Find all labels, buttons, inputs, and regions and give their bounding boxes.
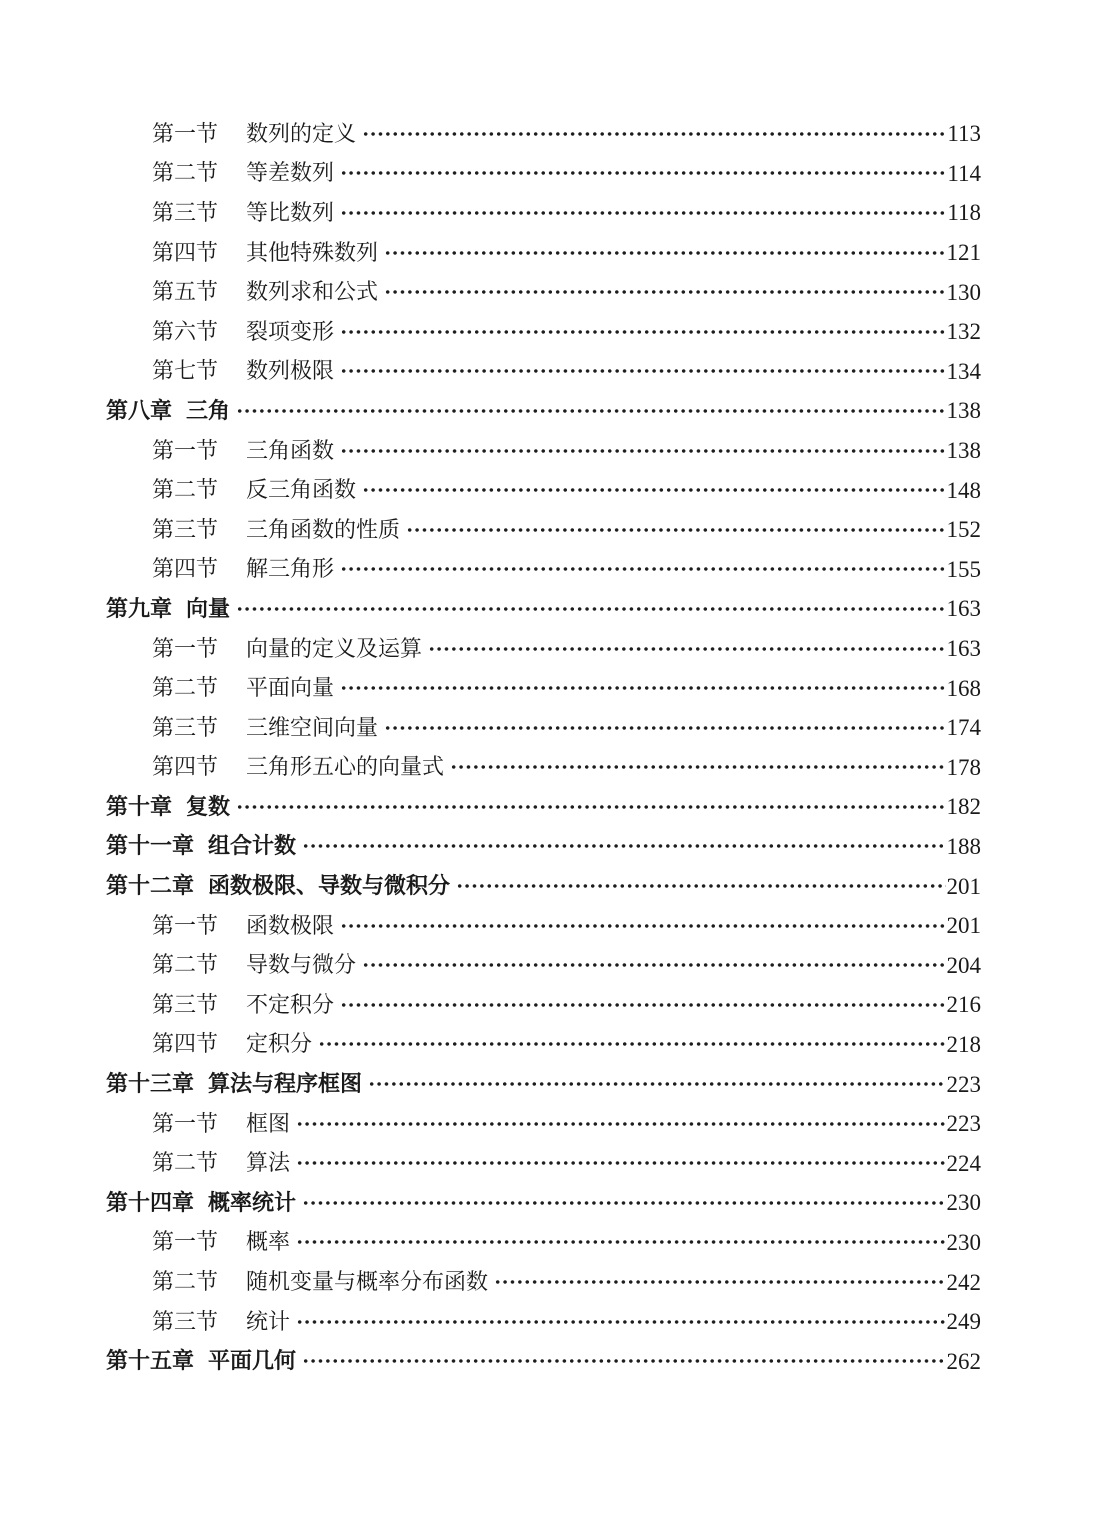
entry-label: 第三节 xyxy=(152,1308,219,1334)
entry-label: 第二节 xyxy=(152,952,219,978)
entry-page-number: 242 xyxy=(946,1269,981,1295)
entry-label: 第十一章 xyxy=(106,833,195,859)
dot-leader xyxy=(294,1223,945,1263)
dot-leader xyxy=(338,985,945,1025)
entry-label: 第五节 xyxy=(152,279,219,305)
entry-label: 第九章 xyxy=(106,595,173,621)
dot-leader xyxy=(234,787,945,827)
entry-title: 算法 xyxy=(246,1150,291,1176)
entry-page-number: 163 xyxy=(946,636,981,662)
entry-page-number: 130 xyxy=(946,279,981,305)
dot-leader xyxy=(300,1183,945,1223)
toc-entry-section xyxy=(106,1143,981,1183)
entry-page-number: 174 xyxy=(946,715,981,741)
entry-label: 第一节 xyxy=(152,1229,219,1255)
entry-page-number: 230 xyxy=(946,1229,981,1255)
dot-leader xyxy=(366,1064,945,1104)
entry-title: 裂项变形 xyxy=(246,318,335,344)
dot-leader xyxy=(404,510,945,550)
entry-page-number: 230 xyxy=(946,1190,981,1216)
entry-label: 第二节 xyxy=(152,1269,219,1295)
entry-label: 第四节 xyxy=(152,239,219,265)
dot-leader xyxy=(338,431,945,471)
toc-entry-chapter xyxy=(106,1183,981,1223)
dot-leader xyxy=(300,827,945,867)
entry-page-number: 188 xyxy=(946,833,981,859)
toc-entry-section xyxy=(106,1223,981,1263)
entry-page-number: 201 xyxy=(946,913,981,939)
entry-page-number: 132 xyxy=(946,319,981,345)
entry-label: 第三节 xyxy=(152,714,219,740)
toc-entry-section xyxy=(106,1025,981,1065)
entry-page-number: 223 xyxy=(946,1111,981,1137)
entry-label: 第二节 xyxy=(152,1150,219,1176)
entry-page-number: 113 xyxy=(947,121,981,147)
entry-title: 概率 xyxy=(246,1229,291,1255)
dot-leader xyxy=(382,233,945,273)
dot-leader xyxy=(426,629,945,669)
dot-leader xyxy=(234,589,945,629)
entry-label: 第十四章 xyxy=(106,1189,195,1215)
entry-page-number: 223 xyxy=(946,1071,981,1097)
entry-title: 三角形五心的向量式 xyxy=(246,754,445,780)
entry-page-number: 201 xyxy=(946,873,981,899)
toc-entry-section xyxy=(106,431,981,471)
entry-title: 平面向量 xyxy=(246,675,335,701)
entry-page-number: 134 xyxy=(946,358,981,384)
entry-title: 函数极限、导数与微积分 xyxy=(208,873,451,899)
toc-entry-section xyxy=(106,668,981,708)
entry-title: 组合计数 xyxy=(208,833,297,859)
toc-entry-section xyxy=(106,1302,981,1342)
entry-title: 定积分 xyxy=(246,1031,313,1057)
dot-leader xyxy=(338,668,945,708)
toc-entry-section xyxy=(106,906,981,946)
dot-leader xyxy=(382,708,945,748)
dot-leader xyxy=(338,906,945,946)
entry-title: 三角函数的性质 xyxy=(246,516,401,542)
entry-label: 第二节 xyxy=(152,160,219,186)
toc-entry-chapter xyxy=(106,866,981,906)
toc-entry-section xyxy=(106,114,981,154)
dot-leader xyxy=(316,1025,945,1065)
entry-title: 三维空间向量 xyxy=(246,714,379,740)
toc-entry-chapter xyxy=(106,1064,981,1104)
entry-page-number: 168 xyxy=(946,675,981,701)
dot-leader xyxy=(338,352,945,392)
toc-entry-section xyxy=(106,233,981,273)
entry-page-number: 224 xyxy=(946,1150,981,1176)
toc-entry-section xyxy=(106,1262,981,1302)
dot-leader xyxy=(234,391,945,431)
entry-title: 函数极限 xyxy=(246,912,335,938)
entry-title: 数列求和公式 xyxy=(246,279,379,305)
entry-title: 数列极限 xyxy=(246,358,335,384)
entry-label: 第十章 xyxy=(106,793,173,819)
entry-label: 第六节 xyxy=(152,318,219,344)
entry-title: 三角函数 xyxy=(246,437,335,463)
toc-entry-section xyxy=(106,985,981,1025)
entry-label: 第一节 xyxy=(152,912,219,938)
entry-page-number: 114 xyxy=(947,160,981,186)
entry-title: 反三角函数 xyxy=(246,477,357,503)
entry-label: 第三节 xyxy=(152,199,219,225)
dot-leader xyxy=(300,1341,945,1381)
entry-page-number: 148 xyxy=(946,477,981,503)
entry-title: 解三角形 xyxy=(246,556,335,582)
entry-page-number: 218 xyxy=(946,1031,981,1057)
entry-page-number: 138 xyxy=(946,398,981,424)
entry-label: 第十二章 xyxy=(106,873,195,899)
toc-entry-section xyxy=(106,510,981,550)
entry-label: 第四节 xyxy=(152,556,219,582)
toc-entry-section xyxy=(106,945,981,985)
dot-leader xyxy=(360,470,945,510)
entry-page-number: 204 xyxy=(946,952,981,978)
entry-page-number: 262 xyxy=(946,1348,981,1374)
entry-page-number: 155 xyxy=(946,556,981,582)
dot-leader xyxy=(294,1302,945,1342)
entry-title: 算法与程序框图 xyxy=(208,1071,363,1097)
toc-entry-section xyxy=(106,629,981,669)
toc-entry-section xyxy=(106,550,981,590)
toc-entry-section xyxy=(106,708,981,748)
toc-entry-chapter xyxy=(106,787,981,827)
dot-leader xyxy=(338,312,945,352)
entry-label: 第十三章 xyxy=(106,1071,195,1097)
entry-title: 数列的定义 xyxy=(246,120,357,146)
entry-page-number: 178 xyxy=(946,754,981,780)
entry-label: 第二节 xyxy=(152,675,219,701)
entry-page-number: 182 xyxy=(946,794,981,820)
dot-leader xyxy=(338,154,946,194)
entry-title: 向量 xyxy=(186,595,231,621)
entry-page-number: 138 xyxy=(946,438,981,464)
toc-entry-section xyxy=(106,1104,981,1144)
toc-entry-section xyxy=(106,352,981,392)
entry-page-number: 118 xyxy=(947,200,981,226)
entry-title: 复数 xyxy=(186,793,231,819)
toc-entry-section xyxy=(106,748,981,788)
entry-label: 第一节 xyxy=(152,635,219,661)
entry-page-number: 121 xyxy=(946,240,981,266)
entry-label: 第四节 xyxy=(152,1031,219,1057)
toc-entry-section xyxy=(106,312,981,352)
entry-label: 第一节 xyxy=(152,437,219,463)
entry-page-number: 163 xyxy=(946,596,981,622)
entry-label: 第十五章 xyxy=(106,1348,195,1374)
entry-label: 第三节 xyxy=(152,991,219,1017)
dot-leader xyxy=(360,945,945,985)
dot-leader xyxy=(492,1262,945,1302)
entry-title: 其他特殊数列 xyxy=(246,239,379,265)
toc-entry-section xyxy=(106,272,981,312)
toc-entry-chapter xyxy=(106,589,981,629)
toc-entry-chapter xyxy=(106,391,981,431)
entry-title: 随机变量与概率分布函数 xyxy=(246,1269,489,1295)
dot-leader xyxy=(454,866,945,906)
entry-title: 平面几何 xyxy=(208,1348,297,1374)
entry-page-number: 249 xyxy=(946,1309,981,1335)
entry-label: 第一节 xyxy=(152,120,219,146)
dot-leader xyxy=(338,550,945,590)
toc-entry-section xyxy=(106,154,981,194)
entry-title: 三角 xyxy=(186,397,231,423)
table-of-contents xyxy=(106,114,981,1381)
toc-entry-chapter xyxy=(106,827,981,867)
entry-title: 不定积分 xyxy=(246,991,335,1017)
toc-entry-section xyxy=(106,470,981,510)
toc-entry-section xyxy=(106,193,981,233)
entry-label: 第二节 xyxy=(152,477,219,503)
dot-leader xyxy=(338,193,946,233)
dot-leader xyxy=(382,272,945,312)
dot-leader xyxy=(448,748,945,788)
entry-title: 等比数列 xyxy=(246,199,335,225)
dot-leader xyxy=(360,114,946,154)
dot-leader xyxy=(294,1104,945,1144)
entry-title: 向量的定义及运算 xyxy=(246,635,423,661)
dot-leader xyxy=(294,1143,945,1183)
entry-label: 第七节 xyxy=(152,358,219,384)
entry-title: 框图 xyxy=(246,1110,291,1136)
entry-page-number: 152 xyxy=(946,517,981,543)
entry-title: 概率统计 xyxy=(208,1189,297,1215)
entry-label: 第三节 xyxy=(152,516,219,542)
entry-label: 第四节 xyxy=(152,754,219,780)
entry-title: 导数与微分 xyxy=(246,952,357,978)
entry-page-number: 216 xyxy=(946,992,981,1018)
toc-entry-chapter xyxy=(106,1341,981,1381)
entry-title: 统计 xyxy=(246,1308,291,1334)
entry-label: 第八章 xyxy=(106,397,173,423)
entry-label: 第一节 xyxy=(152,1110,219,1136)
entry-title: 等差数列 xyxy=(246,160,335,186)
